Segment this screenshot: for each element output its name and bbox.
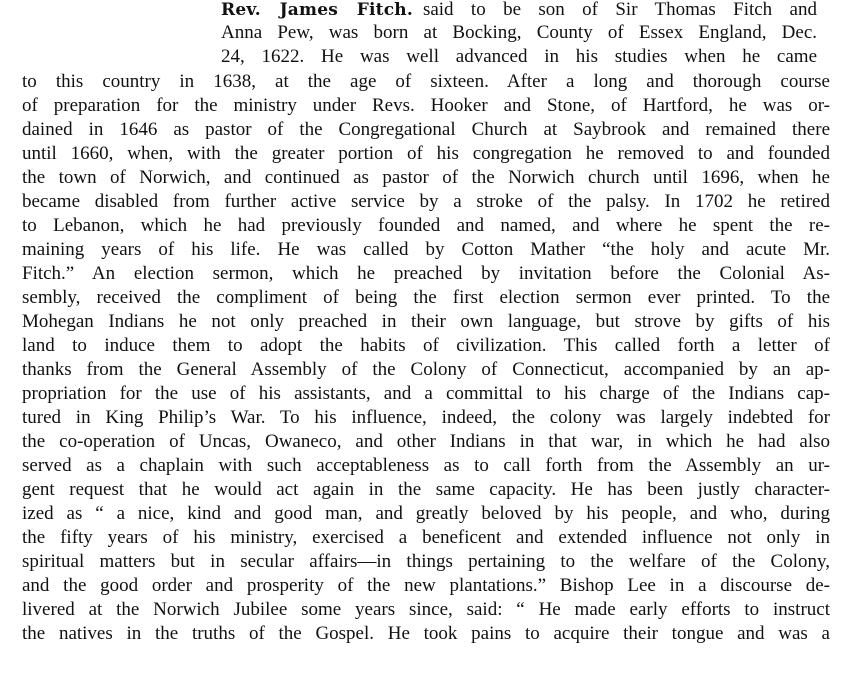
text-line-9: became disabled from further active service by a stroke of the palsy. In 1702 he retired — [22, 191, 830, 212]
text-line-24: spiritual matters but in secular affairs—in things pertaining to the welfare of the Colony, — [22, 551, 830, 572]
text-line-19: the co-operation of Uncas, Owaneco, and other Indians in that war, in which he had also — [22, 431, 830, 452]
text-line-1: Rev. James Fitch. said to be son of Sir Thomas Fitch and — [221, 0, 817, 20]
text-line-12: Fitch.” An election sermon, which he preached by invitation before the Colonial As- — [22, 263, 830, 284]
text-line-27: the natives in the truths of the Gospel. He took pains to acquire their tongue and was a — [22, 623, 830, 644]
text-line-14: Mohegan Indians he not only preached in their own language, but strove by gifts of his — [22, 311, 830, 332]
text-line-10: to Lebanon, which he had previously founded and named, and where he spent the re- — [22, 215, 830, 236]
text-line-4: to this country in 1638, at the age of sixteen. After a long and thorough course — [22, 71, 830, 92]
text-line-16: thanks from the General Assembly of the Colony of Connecticut, accompanied by an ap- — [22, 359, 830, 380]
text-line-6: dained in 1646 as pastor of the Congregational Church at Saybrook and remained there — [22, 119, 830, 140]
text-line-26: livered at the Norwich Jubilee some years since, said: “ He made early efforts to instruct — [22, 599, 830, 620]
text-line-23: the fifty years of his ministry, exercised a beneficent and extended influence not only in — [22, 527, 830, 548]
text-line-3: 24, 1622. He was well advanced in his studies when he came — [221, 46, 817, 67]
text-line-20: served as a chaplain with such acceptableness as to call forth from the Assembly an ur- — [22, 455, 830, 476]
text-line-2: Anna Pew, was born at Bocking, County of Essex England, Dec. — [221, 22, 817, 43]
text-line-17: propriation for the use of his assistants, and a committal to his charge of the Indians cap- — [22, 383, 830, 404]
text-line-15: land to induce them to adopt the habits of civilization. This called forth a letter of — [22, 335, 830, 356]
text-line-8: the town of Norwich, and continued as pastor of the Norwich church until 1696, when he — [22, 167, 830, 188]
text-line-25: and the good order and prosperity of the new plantations.” Bishop Lee in a discourse de- — [22, 575, 830, 596]
entry-name: Rev. James Fitch. — [221, 0, 413, 20]
text-line-18: tured in King Philip’s War. To his influence, indeed, the colony was largely indebted for — [22, 407, 830, 428]
text-line-11: maining years of his life. He was called by Cotton Mather “the holy and acute Mr. — [22, 239, 830, 260]
text-line-22: ized as “ a nice, kind and good man, and greatly beloved by his people, and who, during — [22, 503, 830, 524]
text-line-5: of preparation for the ministry under Revs. Hooker and Stone, of Hartford, he was or- — [22, 95, 830, 116]
text-line-21: gent request that he would act again in the same capacity. He has been justly character- — [22, 479, 830, 500]
text-line-13: sembly, received the compliment of being the first election sermon ever printed. To the — [22, 287, 830, 308]
text-line-7: until 1660, when, with the greater portion of his congregation he removed to and founded — [22, 143, 830, 164]
